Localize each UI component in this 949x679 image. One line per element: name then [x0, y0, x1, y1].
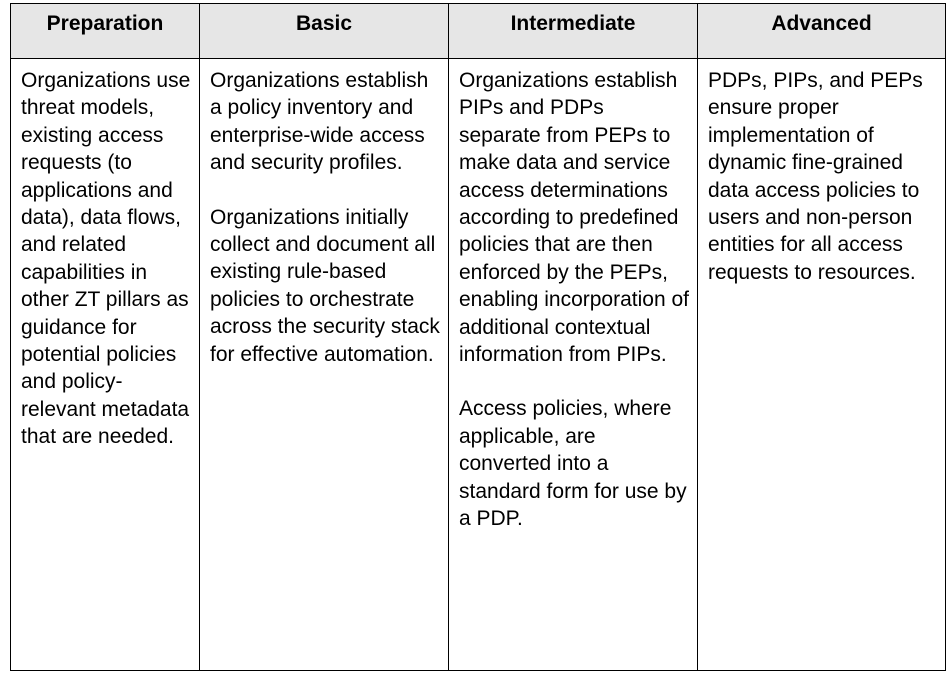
- cell-advanced: [698, 59, 946, 671]
- intermediate-paragraph-2: Access policies, where applicable, are converted into a standard form for use by a PDP.: [459, 397, 687, 531]
- advanced-paragraph: PDPs, PIPs, and PEPs ensure proper implementation of dynamic fine-grained data access policies to users and non-person entities for all access requests to resources.: [708, 69, 923, 284]
- cell-intermediate: [449, 59, 698, 671]
- maturity-table: [10, 3, 946, 671]
- intermediate-paragraph-1: Organizations establish PIPs and PDPs separate from PEPs to make data and service access determinations according to predefined policies that are then enforced by the PEPs, enabling incorporation of additional contextual information from PIPs.: [459, 69, 689, 367]
- basic-paragraph-2: Organizations initially collect and document all existing rule-based policies to orchestrate across the security stack for effective automation.: [210, 205, 440, 366]
- basic-paragraph-1: Organizations establish a policy inventory and enterprise-wide access and security profiles.: [210, 69, 429, 175]
- cell-basic: [200, 59, 449, 671]
- header-intermediate: Intermediate: [449, 4, 698, 59]
- header-advanced: Advanced: [698, 4, 946, 59]
- header-preparation: Preparation: [11, 4, 200, 59]
- preparation-paragraph: Organizations use threat models, existing access requests (to applications and data), data flows, and related capabilities in other ZT pillars as guidance for potential policies and policy-relevant metadata that are needed.: [21, 69, 191, 449]
- header-basic: Basic: [200, 4, 449, 59]
- cell-preparation: [11, 59, 200, 671]
- content-row: [11, 59, 946, 671]
- header-row: [11, 4, 946, 59]
